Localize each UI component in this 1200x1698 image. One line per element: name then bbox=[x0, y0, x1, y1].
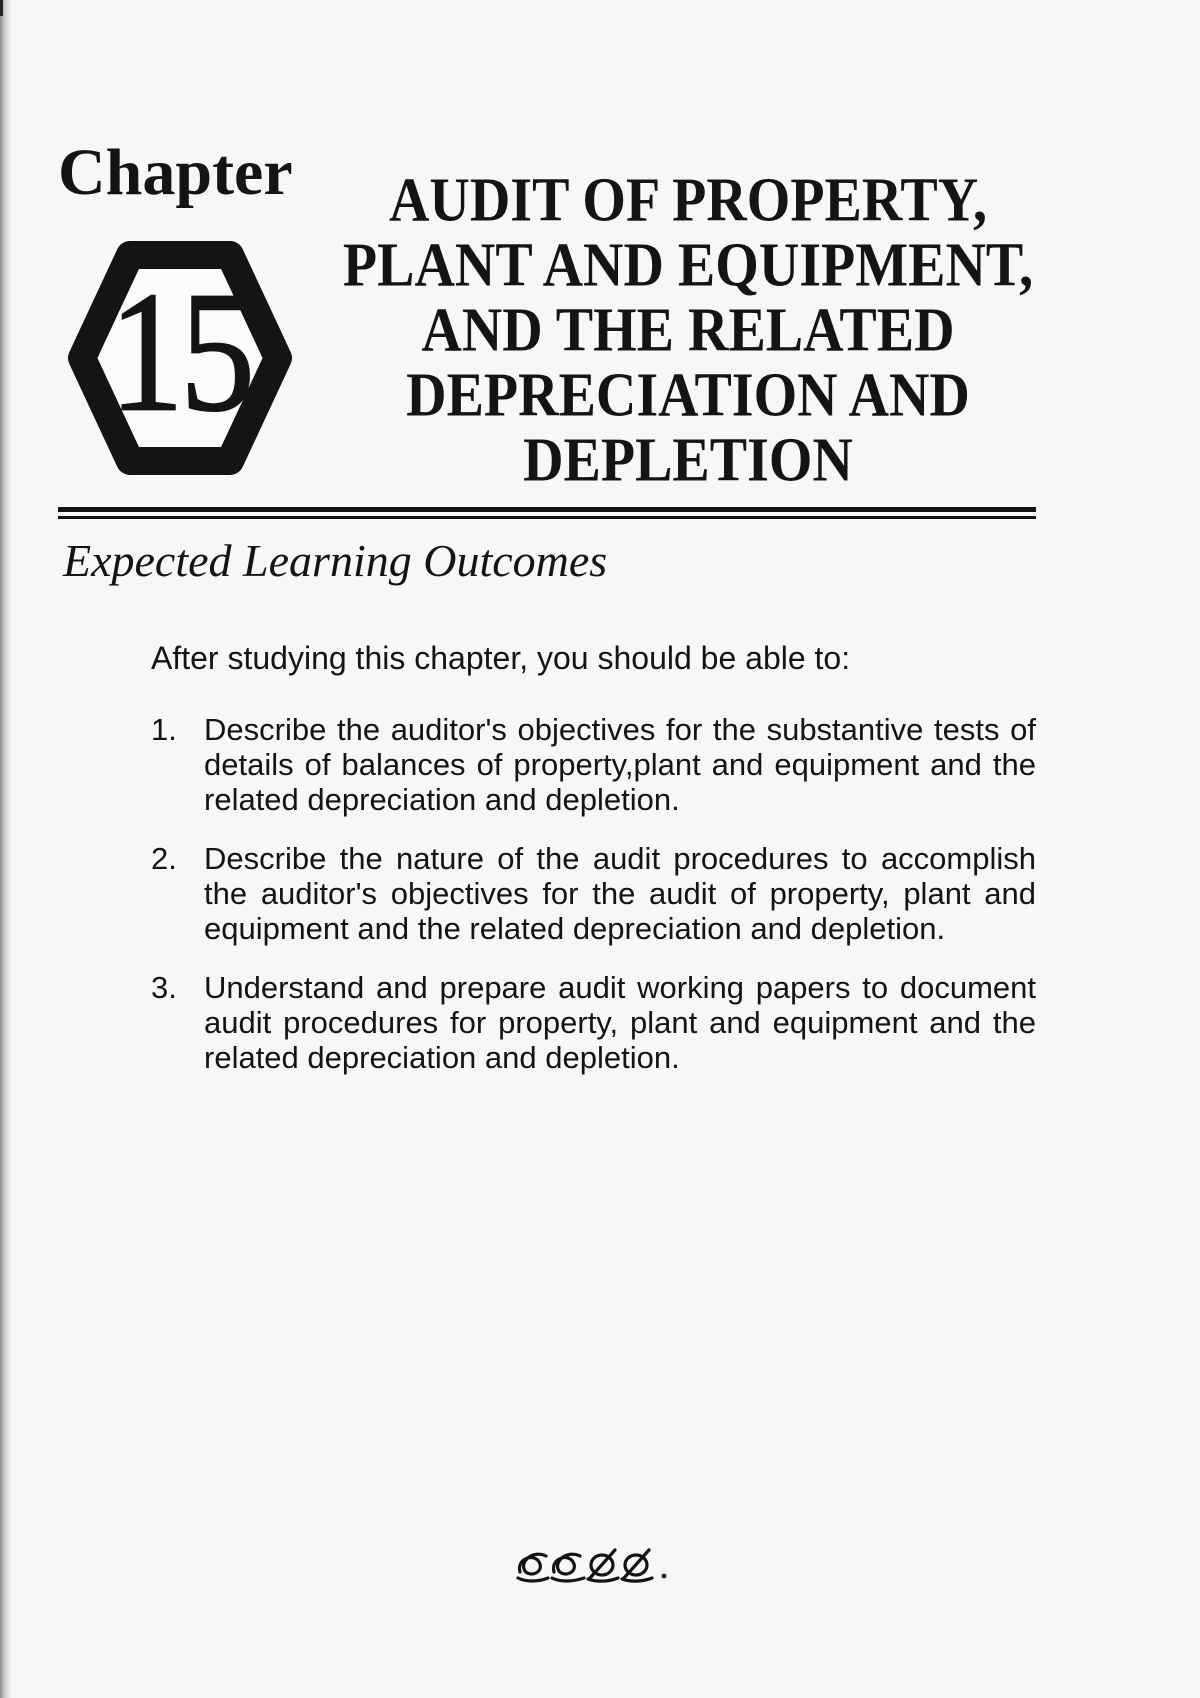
chapter-title-line: DEPLETION bbox=[523, 425, 853, 496]
outcome-number: 1. bbox=[151, 712, 177, 747]
outcome-number: 3. bbox=[151, 970, 177, 1005]
section-heading: Expected Learning Outcomes bbox=[63, 535, 608, 586]
chapter-title-line: DEPRECIATION AND bbox=[406, 360, 970, 431]
outcome-number: 2. bbox=[151, 841, 177, 876]
learning-outcomes-list bbox=[151, 712, 1036, 1099]
outcome-text: Describe the nature of the audit procedures to accomplish the auditor's objectives for the audit of property, plant and equipment and the related depreciation and depletion. bbox=[204, 841, 1036, 946]
outcome-item bbox=[151, 970, 1036, 1075]
double-rule-top bbox=[58, 507, 1036, 512]
intro-text: After studying this chapter, you should be able to: bbox=[151, 640, 851, 676]
outcome-item bbox=[151, 841, 1036, 946]
scan-edge-shadow bbox=[0, 0, 12, 1698]
outcome-item bbox=[151, 712, 1036, 817]
scan-mark bbox=[0, 0, 3, 16]
chapter-title bbox=[330, 165, 1046, 496]
double-rule-bottom bbox=[58, 516, 1036, 519]
chapter-title-line: PLANT AND EQUIPMENT, bbox=[342, 230, 1034, 301]
end-ornament-icon bbox=[514, 1538, 674, 1584]
outcome-text: Understand and prepare audit working papers to document audit procedures for property, plant and equipment and the related depreciation and depletion. bbox=[204, 970, 1036, 1075]
chapter-label: Chapter bbox=[58, 136, 293, 209]
chapter-title-line: AND THE RELATED bbox=[421, 295, 955, 366]
outcome-text: Describe the auditor's objectives for the substantive tests of details of balances of property,plant and equipment and the related depreciation and depletion. bbox=[204, 712, 1036, 817]
chapter-number: 15 bbox=[109, 256, 251, 448]
chapter-title-line: AUDIT OF PROPERTY, bbox=[388, 165, 988, 236]
chapter-number-badge bbox=[67, 240, 293, 476]
